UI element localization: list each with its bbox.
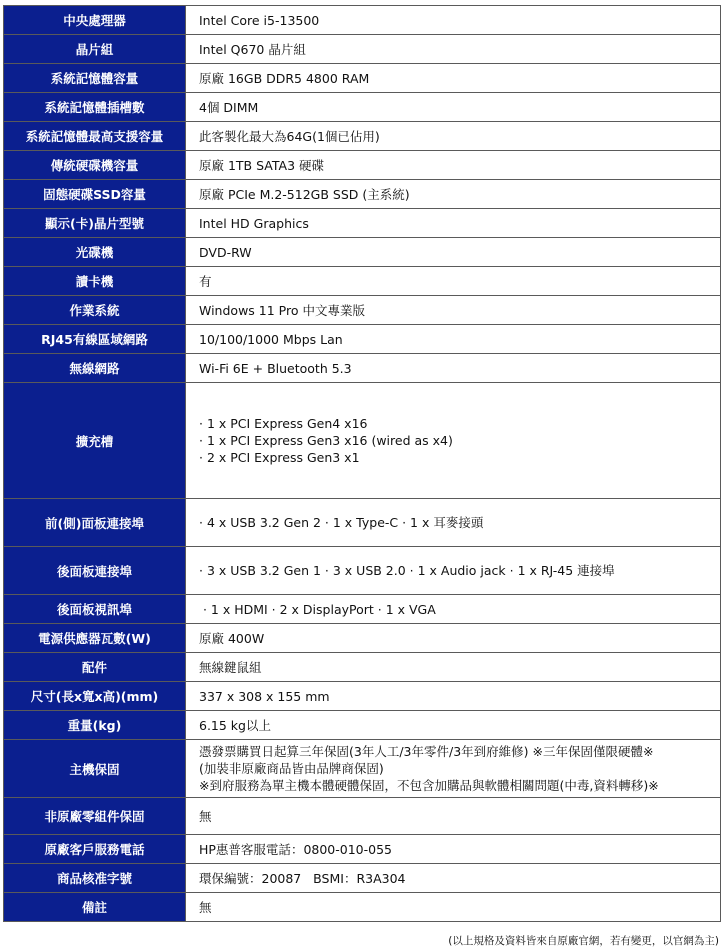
spec-label: 傳統硬碟機容量 (4, 151, 186, 180)
spec-value: 6.15 kg以上 (186, 711, 721, 740)
spec-row (4, 595, 721, 624)
spec-label: 後面板連接埠 (4, 547, 186, 595)
spec-value: 原廠 1TB SATA3 硬碟 (186, 151, 721, 180)
spec-label: 非原廠零組件保固 (4, 798, 186, 835)
spec-value: 原廠 400W (186, 624, 721, 653)
spec-row (4, 238, 721, 267)
spec-label: 光碟機 (4, 238, 186, 267)
spec-value: 原廠 16GB DDR5 4800 RAM (186, 64, 721, 93)
spec-label: 配件 (4, 653, 186, 682)
spec-value-line: · 2 x PCI Express Gen3 x1 (199, 450, 360, 465)
spec-label: 重量(kg) (4, 711, 186, 740)
spec-row (4, 864, 721, 893)
spec-label: RJ45有線區域網路 (4, 325, 186, 354)
spec-label: 尺寸(長x寬x高)(mm) (4, 682, 186, 711)
spec-value: · 4 x USB 3.2 Gen 2 · 1 x Type-C · 1 x 耳麥接頭 (186, 499, 721, 547)
spec-label: 系統記憶體最高支援容量 (4, 122, 186, 151)
spec-label: 後面板視訊埠 (4, 595, 186, 624)
spec-value: HP惠普客服電話：0800-010-055 (186, 835, 721, 864)
spec-row (4, 64, 721, 93)
spec-label: 備註 (4, 893, 186, 922)
spec-label: 商品核准字號 (4, 864, 186, 893)
spec-label: 主機保固 (4, 740, 186, 798)
spec-row (4, 6, 721, 35)
spec-value: 337 x 308 x 155 mm (186, 682, 721, 711)
spec-value: · 3 x USB 3.2 Gen 1 · 3 x USB 2.0 · 1 x Audio jack · 1 x RJ-45 連接埠 (186, 547, 721, 595)
spec-row (4, 624, 721, 653)
footnote: (以上規格及資料皆來自原廠官網，若有變更，以官網為主) (448, 935, 719, 947)
spec-label: 晶片組 (4, 35, 186, 64)
spec-value: Intel Q670 晶片組 (186, 35, 721, 64)
spec-row (4, 267, 721, 296)
spec-row (4, 653, 721, 682)
spec-value-line: · 1 x PCI Express Gen4 x16 (199, 416, 368, 431)
spec-label: 顯示(卡)晶片型號 (4, 209, 186, 238)
spec-row (4, 499, 721, 547)
spec-value: Intel Core i5-13500 (186, 6, 721, 35)
spec-value (186, 383, 721, 499)
spec-row (4, 547, 721, 595)
spec-label: 讀卡機 (4, 267, 186, 296)
spec-value: Wi-Fi 6E + Bluetooth 5.3 (186, 354, 721, 383)
spec-row (4, 383, 721, 499)
spec-label: 原廠客戶服務電話 (4, 835, 186, 864)
spec-value-line: · 1 x PCI Express Gen3 x16 (wired as x4) (199, 433, 453, 448)
spec-row (4, 682, 721, 711)
spec-value-line: (加裝非原廠商品皆由品牌商保固) (199, 761, 384, 776)
spec-label: 無線網路 (4, 354, 186, 383)
spec-value: Windows 11 Pro 中文專業版 (186, 296, 721, 325)
spec-value: 有 (186, 267, 721, 296)
spec-row (4, 740, 721, 798)
spec-value: 10/100/1000 Mbps Lan (186, 325, 721, 354)
spec-value: 無線鍵鼠組 (186, 653, 721, 682)
spec-value: 無 (186, 798, 721, 835)
spec-row (4, 798, 721, 835)
spec-value (186, 740, 721, 798)
spec-row (4, 835, 721, 864)
spec-value: 無 (186, 893, 721, 922)
spec-row (4, 354, 721, 383)
spec-table (3, 5, 721, 922)
spec-label: 系統記憶體容量 (4, 64, 186, 93)
spec-value: DVD-RW (186, 238, 721, 267)
spec-label: 固態硬碟SSD容量 (4, 180, 186, 209)
spec-row (4, 35, 721, 64)
spec-row (4, 180, 721, 209)
spec-row (4, 893, 721, 922)
spec-row (4, 209, 721, 238)
spec-label: 系統記憶體插槽數 (4, 93, 186, 122)
spec-label: 前(側)面板連接埠 (4, 499, 186, 547)
spec-row (4, 122, 721, 151)
spec-label: 中央處理器 (4, 6, 186, 35)
spec-row (4, 711, 721, 740)
spec-value: Intel HD Graphics (186, 209, 721, 238)
spec-row (4, 93, 721, 122)
spec-label: 電源供應器瓦數(W) (4, 624, 186, 653)
spec-value-line: ※到府服務為單主機本體硬體保固，不包含加購品與軟體相關問題(中毒,資料轉移)※ (199, 778, 659, 793)
spec-value: · 1 x HDMI · 2 x DisplayPort · 1 x VGA (186, 595, 721, 624)
spec-label: 擴充槽 (4, 383, 186, 499)
spec-row (4, 325, 721, 354)
spec-row (4, 151, 721, 180)
spec-row (4, 296, 721, 325)
spec-value: 4個 DIMM (186, 93, 721, 122)
spec-value: 原廠 PCIe M.2-512GB SSD (主系統) (186, 180, 721, 209)
spec-label: 作業系統 (4, 296, 186, 325)
spec-value: 此客製化最大為64G(1個已佔用) (186, 122, 721, 151)
spec-value: 環保編號：20087 BSMI：R3A304 (186, 864, 721, 893)
spec-value-line: 憑發票購買日起算三年保固(3年人工/3年零件/3年到府維修) ※三年保固僅限硬體※ (199, 744, 654, 759)
